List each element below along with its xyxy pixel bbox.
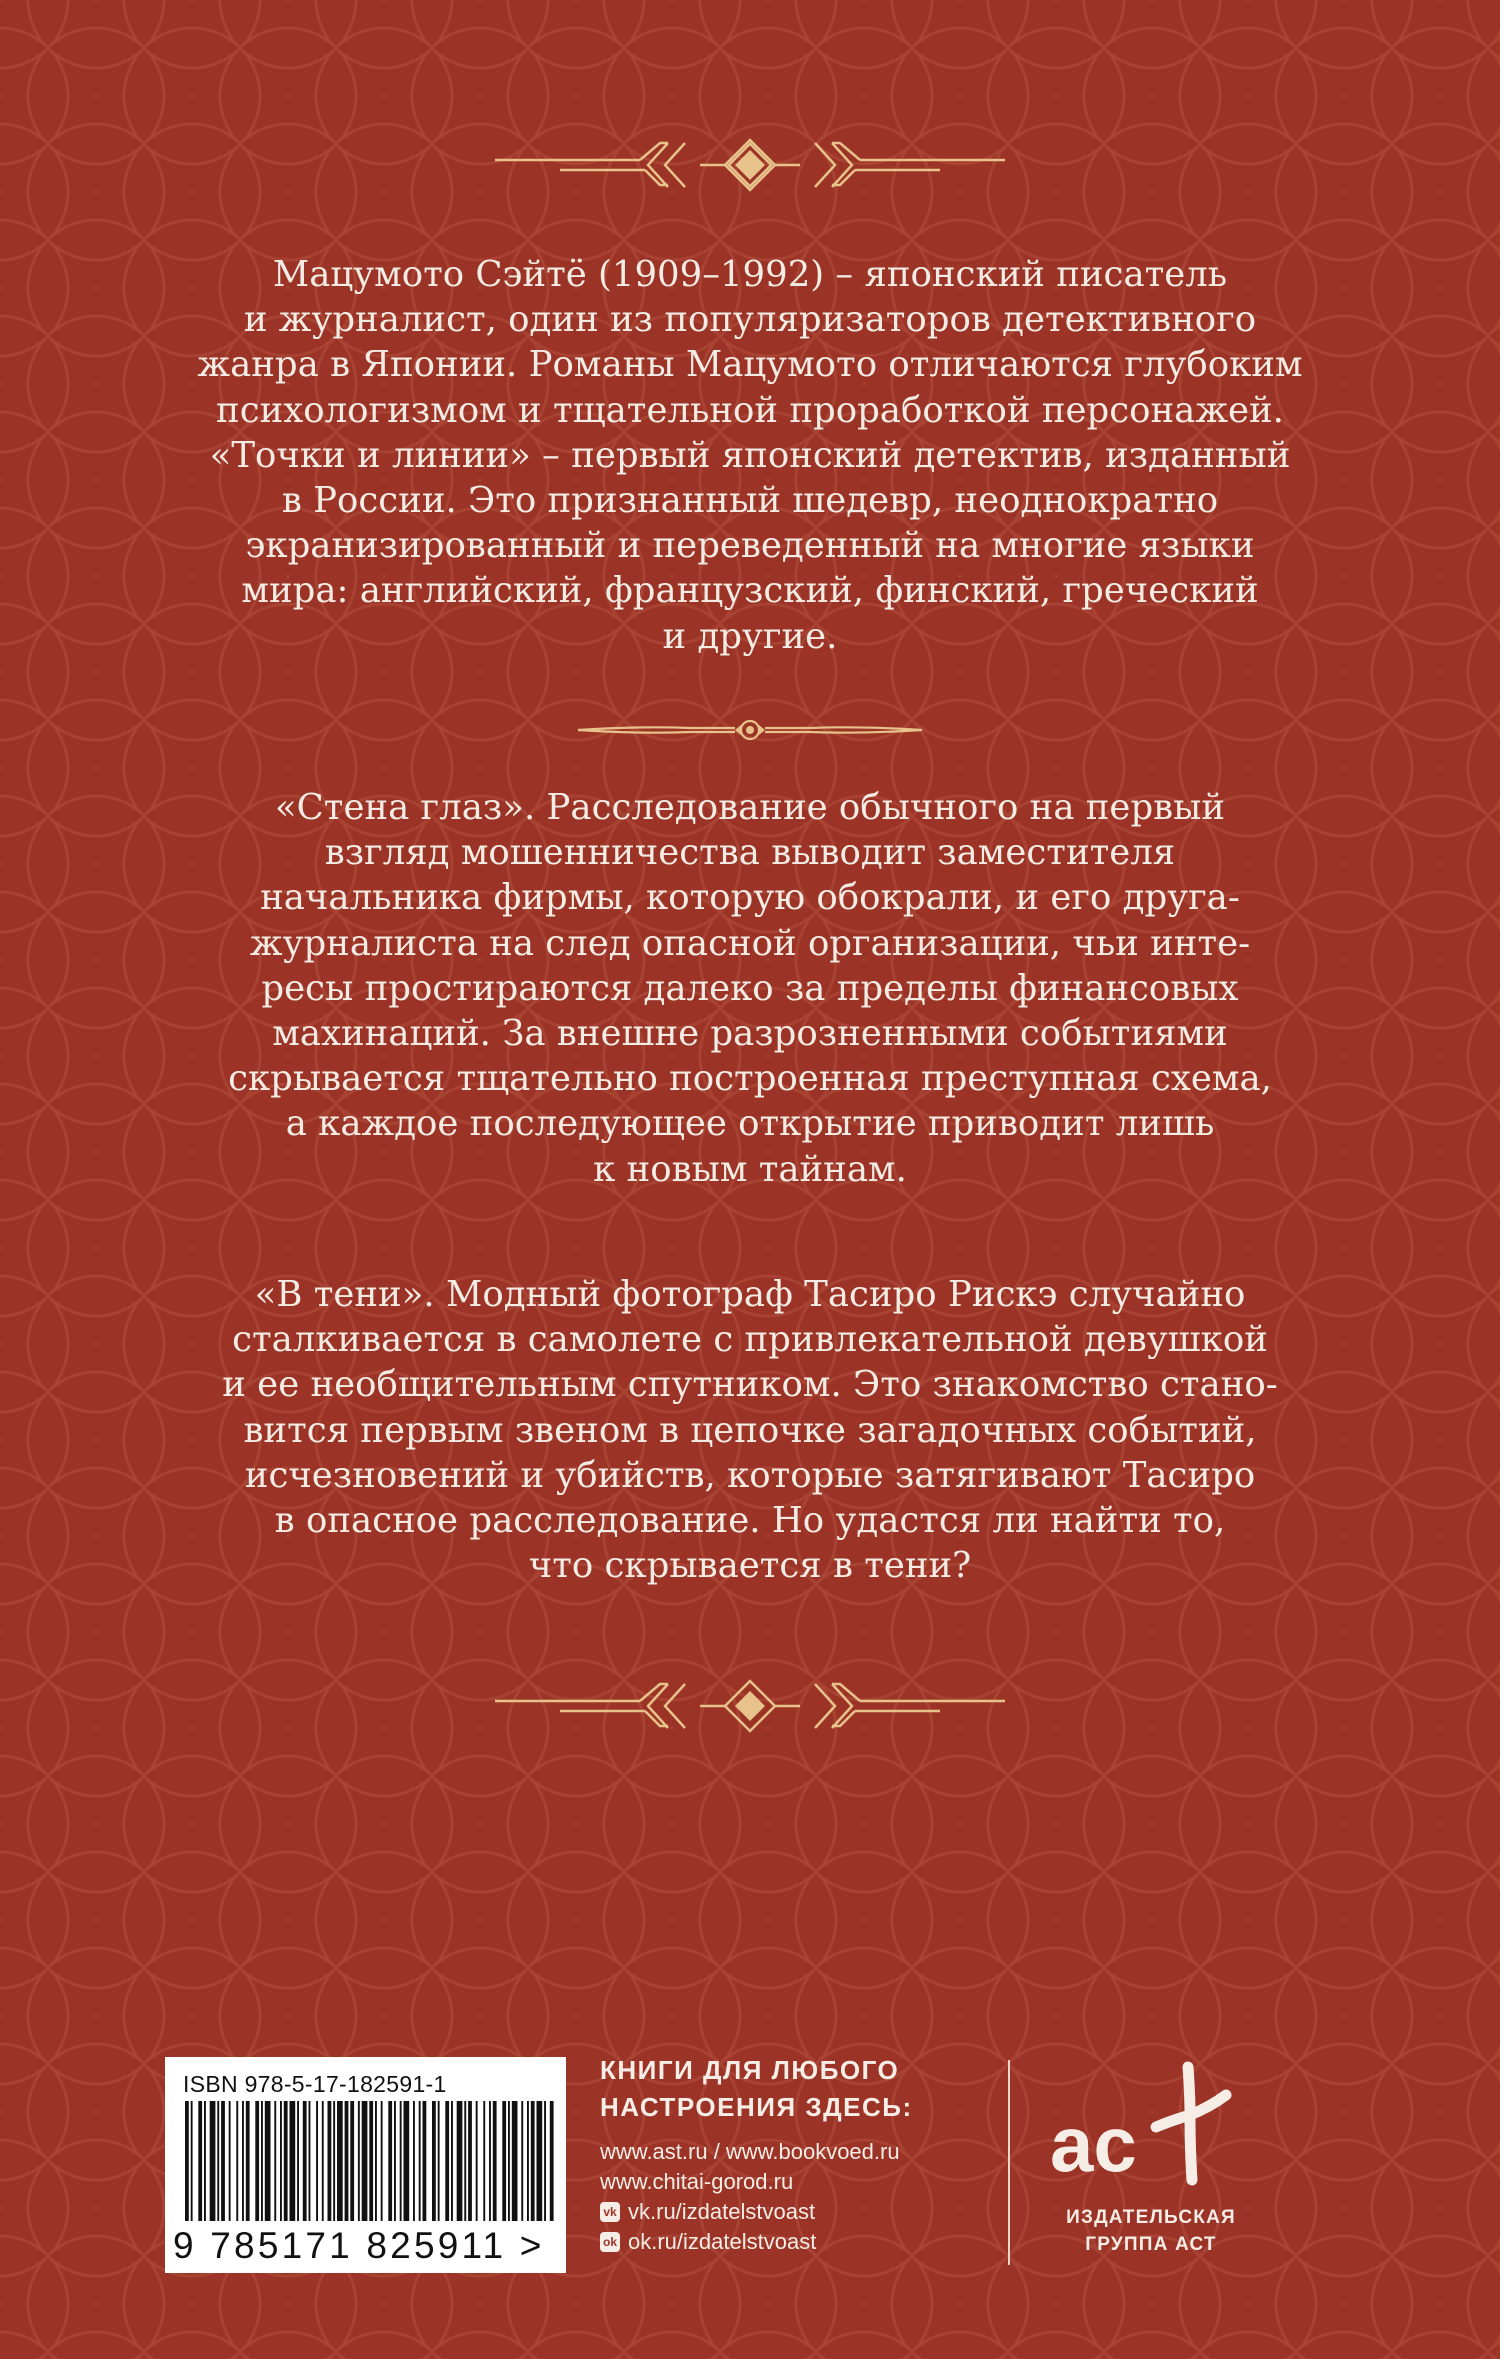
where-to-buy-heading: КНИГИ ДЛЯ ЛЮБОГО НАСТРОЕНИЯ ЗДЕСЬ: [600, 2055, 913, 2122]
top-ornament [0, 130, 1500, 200]
vk-icon: vk [600, 2202, 620, 2222]
book2-paragraph: «В тени». Модный фотограф Тасиро Рискэ случайно сталкивается в самолете с привлекательной девушкой и ее необщительным спутником. Это знакомство стано- вится первым звеном в цепочке загадочных событий, исчезновений и убийств, которые затягивают Тасиро в опасное расследование. Но удастся ли найти то, что скрывается в тени? [222, 1274, 1278, 1587]
barcode-bars [165, 2101, 566, 2226]
vk-row[interactable] [600, 2197, 1000, 2227]
ok-row[interactable] [600, 2227, 1000, 2257]
ok-link[interactable]: ok.ru/izdatelstvoast [628, 2229, 817, 2254]
publisher-name: ИЗДАТЕЛЬСКАЯ ГРУППА АСТ [1066, 2207, 1236, 2255]
bottom-ornament [0, 1671, 1500, 1741]
middle-ornament [0, 715, 1500, 745]
ast-logo [1040, 2055, 1262, 2195]
barcode-number: 9 785171 825911 > [173, 2225, 545, 2266]
link-chitai-gorod[interactable]: www.chitai-gorod.ru [600, 2169, 794, 2194]
barcode-box [165, 2057, 566, 2273]
store-links [600, 2137, 1000, 2257]
isbn-label: ISBN 978-5-17-182591-1 [183, 2071, 447, 2097]
where-to-buy [600, 2052, 1000, 2257]
odnoklassniki-icon: ok [600, 2232, 620, 2252]
book1-paragraph: «Стена глаз». Расследование обычного на первый взгляд мошенничества выводит заместителя начальника фирмы, которую обокрали, и его друга- журналиста на след опасной организации, чьи инте- ресы простираются далеко за пределы финансовых махинаций. За внешне разрозненными событиями скрывается тщательно построенная преступная схема, а каждое последующее открытие приводит лишь к новым тайнам. [228, 787, 1272, 1190]
svg-text:ас: ас [1050, 2100, 1137, 2188]
vertical-divider [1008, 2060, 1010, 2265]
link-ast-bookvoed[interactable]: www.ast.ru / www.bookvoed.ru [600, 2139, 900, 2164]
vk-link[interactable]: vk.ru/izdatelstvoast [628, 2199, 816, 2224]
author-paragraph: Мацумото Сэйтё (1909–1992) – японский писатель и журналист, один из популяризаторов детективного жанра в Японии. Романы Мацумото отличаются глубоким психологизмом и тщательной проработкой персонажей. «Точки и линии» – первый японский детектив, изданный в России. Это признанный шедевр, неоднократно экранизированный и переведенный на многие языки мира: английский, французский, финский, греческий и другие. [197, 254, 1303, 657]
